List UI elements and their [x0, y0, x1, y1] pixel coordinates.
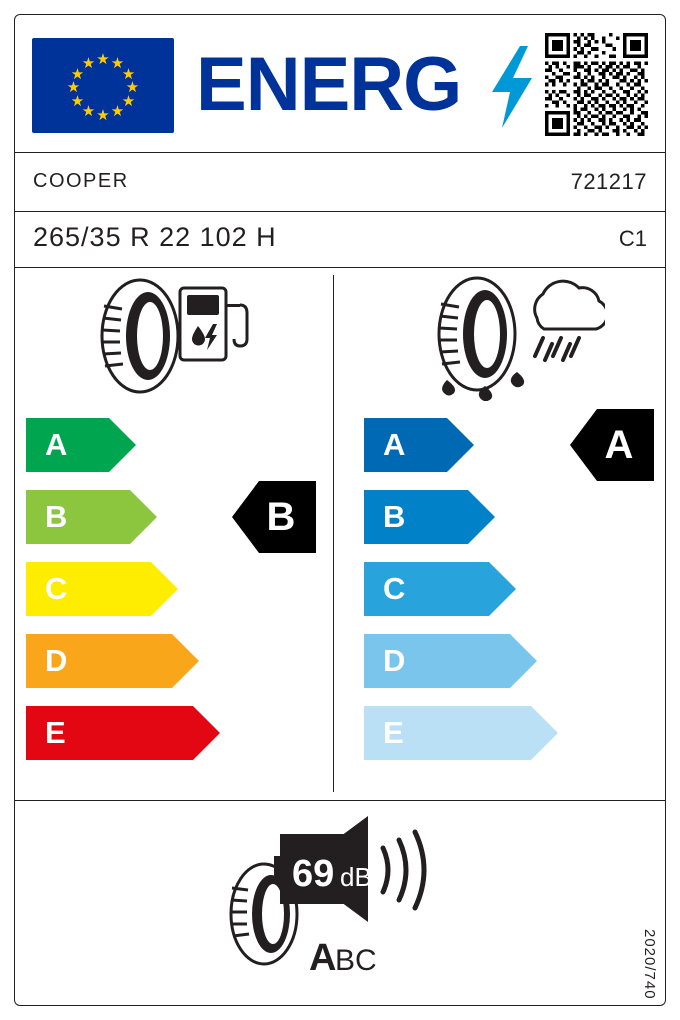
divider-vertical [333, 275, 334, 792]
wet-grade-b-letter: B [383, 499, 406, 534]
tyre-class: C1 [618, 226, 647, 251]
fuel-grade-d [26, 634, 199, 688]
wet-grade-a-letter: A [383, 427, 406, 462]
fuel-grade-b [26, 490, 157, 544]
fuel-grade-d-letter: D [45, 643, 68, 678]
wet-grade-b [364, 490, 495, 544]
divider-1 [15, 152, 665, 153]
lightning-bolt-icon [490, 46, 534, 128]
eu-flag-icon: ★ ★ ★ ★ ★ ★ ★ ★ ★ ★ ★ ★ [32, 38, 174, 133]
fuel-grade-c-letter: C [45, 571, 68, 606]
noise-class-rest: BC [335, 944, 377, 977]
tyre-size: 265/35 R 22 102 H [33, 222, 277, 252]
noise-class-selected: A [309, 937, 337, 979]
noise-unit-text: dB [340, 862, 372, 892]
fuel-selected-grade [232, 481, 316, 553]
tyre-rain-cloud-icon [425, 276, 605, 401]
wet-grade-c [364, 562, 516, 616]
qr-code-icon [545, 33, 648, 136]
wet-grade-a [364, 418, 474, 472]
divider-2 [15, 211, 665, 212]
fuel-grade-e-letter: E [45, 715, 66, 750]
wet-selected-grade [570, 409, 654, 481]
wet-grade-d-letter: D [383, 643, 406, 678]
fuel-selected-grade-letter: B [266, 495, 296, 539]
brand-name: COOPER [33, 170, 129, 192]
fuel-grade-e [26, 706, 220, 760]
wet-grade-d [364, 634, 537, 688]
fuel-grade-a-letter: A [45, 427, 68, 462]
fuel-grade-b-letter: B [45, 499, 68, 534]
tyre-code: 721217 [570, 169, 647, 194]
wet-grade-e [364, 706, 558, 760]
fuel-grade-a [26, 418, 136, 472]
divider-4 [15, 800, 665, 801]
wet-selected-grade-letter: A [604, 423, 634, 467]
tyre-fuel-pump-icon [88, 276, 258, 396]
divider-3 [15, 267, 665, 268]
page-title: ENERG [196, 42, 462, 127]
noise-value-text: 69 [292, 853, 335, 895]
wet-grade-e-letter: E [383, 715, 404, 750]
label-date: 2020/740 [641, 929, 658, 1000]
wet-grade-c-letter: C [383, 571, 406, 606]
tyre-speaker-icon [222, 812, 462, 987]
fuel-grade-c [26, 562, 178, 616]
